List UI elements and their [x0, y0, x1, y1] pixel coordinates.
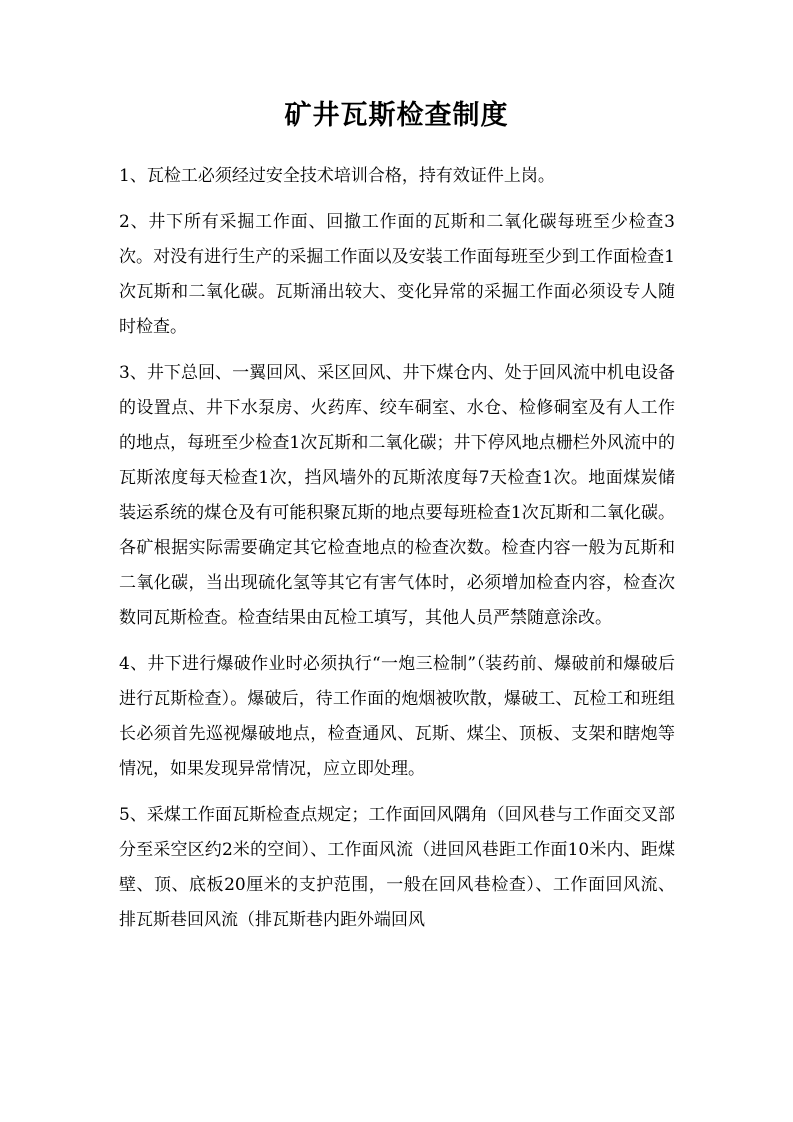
paragraph-1: 1、瓦检工必须经过安全技术培训合格，持有效证件上岗。 — [119, 166, 555, 186]
paragraph-5: 5、采煤工作面瓦斯检查点规定；工作面回风隅角（回风巷与工作面交叉部分至采空区约2米的空间）、工作面风流（进回风巷距工作面10米内、距煤壁、顶、底板20厘米的支护范围，一般在回风巷检查）、工作面回风流、排瓦斯巷回风流（排瓦斯巷内距外端回风 — [119, 805, 675, 930]
document-title: 矿井瓦斯检查制度 — [284, 100, 509, 131]
document-body — [119, 159, 675, 949]
paragraph-4: 4、井下进行爆破作业时必须执行“一炮三检制”（装药前、爆破前和爆破后进行瓦斯检查）。爆破后，待工作面的炮烟被吹散，爆破工、瓦检工和班组长必须首先巡视爆破地点，检查通风、瓦斯、煤尘、顶板、支架和瞎炮等情况，如果发现异常情况，应立即处理。 — [119, 654, 675, 779]
paragraph-2: 2、井下所有采掘工作面、回撤工作面的瓦斯和二氧化碳每班至少检查3次。对没有进行生产的采掘工作面以及安装工作面每班至少到工作面检查1次瓦斯和二氧化碳。瓦斯涌出较大、变化异常的采掘工作面必须设专人随时检查。 — [119, 212, 675, 337]
paragraph-3: 3、井下总回、一翼回风、采区回风、井下煤仓内、处于回风流中机电设备的设置点、井下水泵房、火药库、绞车硐室、水仓、检修硐室及有人工作的地点，每班至少检查1次瓦斯和二氧化碳；井下停风地点栅栏外风流中的瓦斯浓度每天检查1次，挡风墙外的瓦斯浓度每7天检查1次。地面煤炭储装运系统的煤仓及有可能积聚瓦斯的地点要每班检查1次瓦斯和二氧化碳。各矿根据实际需要确定其它检查地点的检查次数。检查内容一般为瓦斯和二氧化碳，当出现硫化氢等其它有害气体时，必须增加检查内容，检查次数同瓦斯检查。检查结果由瓦检工填写，其他人员严禁随意涂改。 — [119, 363, 675, 628]
